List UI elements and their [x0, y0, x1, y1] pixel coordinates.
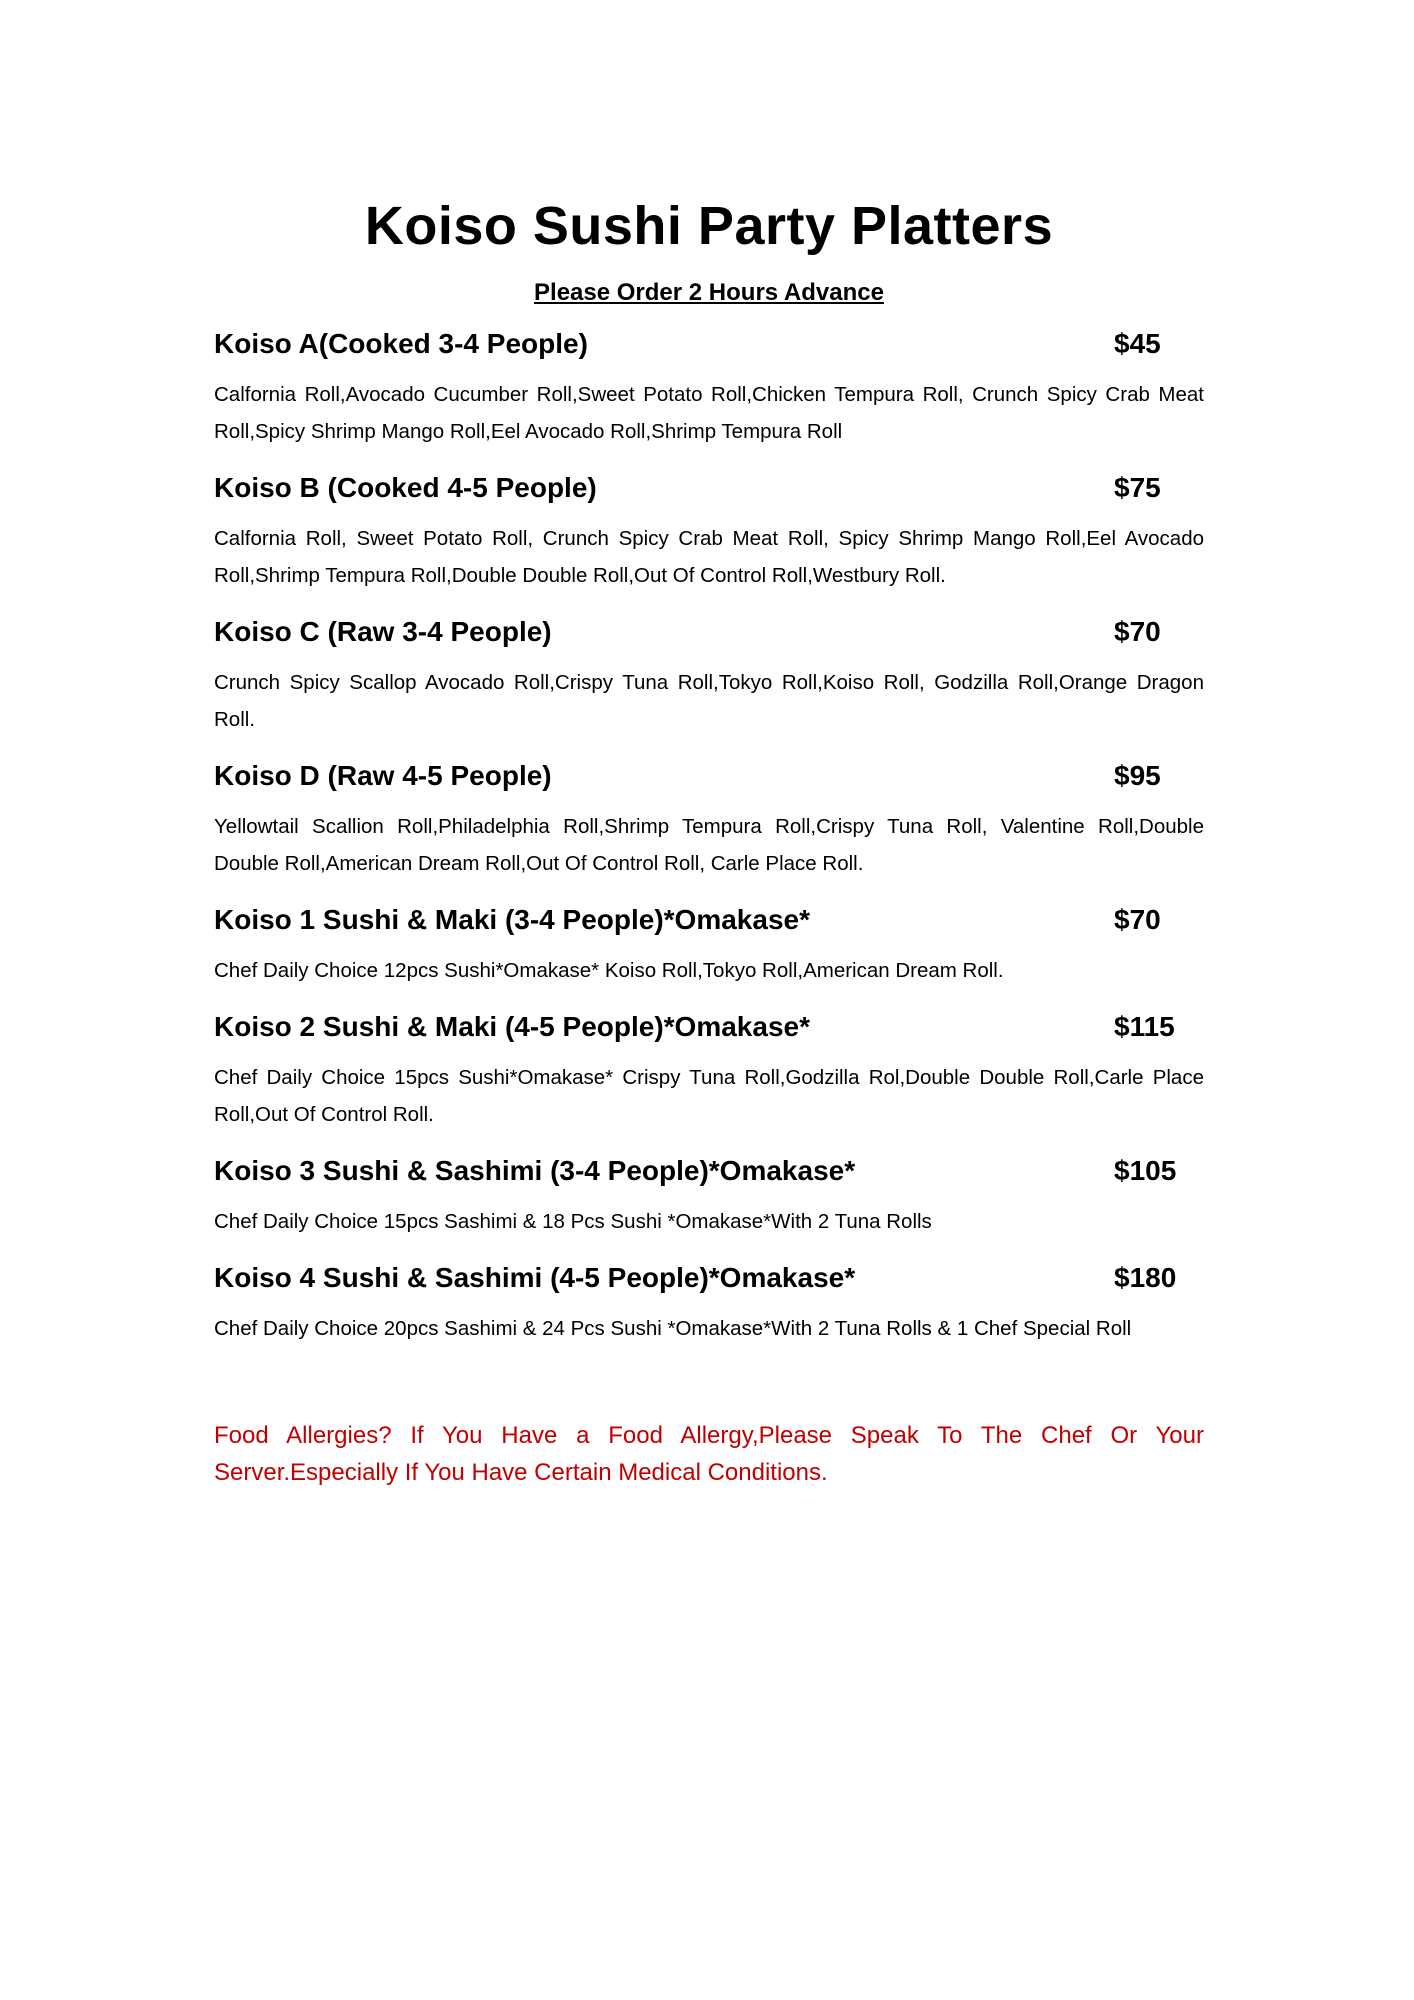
platter-name: Koiso D (Raw 4-5 People) — [214, 760, 552, 791]
platter-item — [214, 320, 1204, 450]
platter-description: Chef Daily Choice 12pcs Sushi*Omakase* Koiso Roll,Tokyo Roll,American Dream Roll. — [214, 959, 1004, 982]
platter-name: Koiso 4 Sushi & Sashimi (4-5 People)*Omakase* — [214, 1262, 856, 1293]
platter-description: Chef Daily Choice 15pcs Sashimi & 18 Pcs Sushi *Omakase*With 2 Tuna Rolls — [214, 1210, 932, 1233]
platter-price: $95 — [1114, 760, 1161, 791]
platter-price: $115 — [1114, 1011, 1175, 1042]
platter-price: $75 — [1114, 472, 1161, 503]
platter-item — [214, 1254, 1204, 1347]
platter-header — [214, 464, 1204, 512]
menu-page — [214, 190, 1204, 1491]
platter-header — [214, 1147, 1204, 1195]
platter-item — [214, 608, 1204, 738]
platter-header — [214, 752, 1204, 800]
platter-header — [214, 1254, 1204, 1302]
platter-item — [214, 896, 1204, 989]
platter-header — [214, 608, 1204, 656]
platter-name: Koiso C (Raw 3-4 People) — [214, 616, 552, 647]
platter-price: $70 — [1114, 616, 1161, 647]
platter-description: Calfornia Roll, Sweet Potato Roll, Crunch Spicy Crab Meat Roll, Spicy Shrimp Mango Roll,Eel Avocado Roll,Shrimp Tempura Roll,Double Double Roll,Out Of Control Roll,Westbury Roll. — [214, 527, 1204, 587]
platter-description: Calfornia Roll,Avocado Cucumber Roll,Sweet Potato Roll,Chicken Tempura Roll, Crunch Spicy Crab Meat Roll,Spicy Shrimp Mango Roll,Eel Avocado Roll,Shrimp Tempura Roll — [214, 383, 1204, 443]
platter-price: $180 — [1114, 1262, 1177, 1293]
platter-price: $105 — [1114, 1155, 1177, 1186]
platter-item — [214, 1003, 1204, 1133]
platter-description: Chef Daily Choice 20pcs Sashimi & 24 Pcs Sushi *Omakase*With 2 Tuna Rolls & 1 Chef Special Roll — [214, 1317, 1132, 1340]
platter-name: Koiso A(Cooked 3-4 People) — [214, 328, 588, 359]
platter-header — [214, 1003, 1204, 1051]
platter-item — [214, 1147, 1204, 1240]
platter-name: Koiso 1 Sushi & Maki (3-4 People)*Omakase* — [214, 904, 810, 935]
order-notice: Please Order 2 Hours Advance — [534, 279, 884, 306]
platter-name: Koiso 2 Sushi & Maki (4-5 People)*Omakase* — [214, 1011, 810, 1042]
platter-description: Chef Daily Choice 15pcs Sushi*Omakase* Crispy Tuna Roll,Godzilla Rol,Double Double Roll,Carle Place Roll,Out Of Control Roll. — [214, 1066, 1204, 1126]
platter-description: Crunch Spicy Scallop Avocado Roll,Crispy Tuna Roll,Tokyo Roll,Koiso Roll, Godzilla Roll,Orange Dragon Roll. — [214, 671, 1204, 731]
platter-name: Koiso 3 Sushi & Sashimi (3-4 People)*Omakase* — [214, 1155, 856, 1186]
platter-price: $70 — [1114, 904, 1161, 935]
page-title: Koiso Sushi Party Platters — [364, 196, 1054, 256]
platter-item — [214, 752, 1204, 882]
platter-item — [214, 464, 1204, 594]
platter-price: $45 — [1114, 328, 1161, 359]
platter-list — [214, 320, 1204, 1347]
platter-header — [214, 896, 1204, 944]
platter-header — [214, 320, 1204, 368]
platter-name: Koiso B (Cooked 4-5 People) — [214, 472, 597, 503]
allergy-notice: Food Allergies? If You Have a Food Allergy,Please Speak To The Chef Or Your Server.Especially If You Have Certain Medical Conditions. — [214, 1422, 1204, 1486]
platter-description: Yellowtail Scallion Roll,Philadelphia Roll,Shrimp Tempura Roll,Crispy Tuna Roll, Valentine Roll,Double Double Roll,American Dream Roll,Out Of Control Roll, Carle Place Roll. — [214, 815, 1204, 875]
